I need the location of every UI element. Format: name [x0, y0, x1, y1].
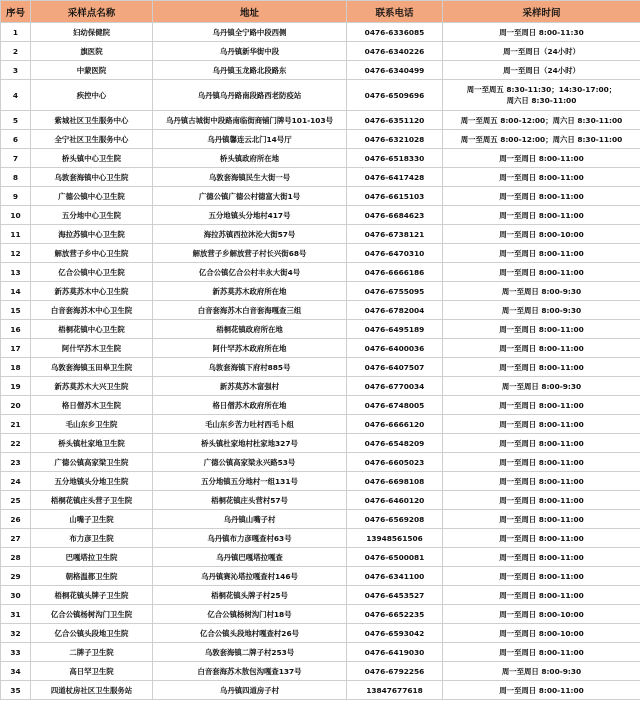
cell-seq: 34	[1, 662, 31, 681]
table-row	[1, 301, 640, 320]
table-row	[1, 263, 640, 282]
cell-seq: 29	[1, 567, 31, 586]
cell-phone: 0476-6336085	[347, 23, 443, 42]
cell-time	[443, 80, 640, 111]
cell-site-name: 海拉苏镇中心卫生院	[31, 225, 153, 244]
cell-phone: 0476-6755095	[347, 282, 443, 301]
cell-site-name: 五分地中心卫生院	[31, 206, 153, 225]
cell-address: 新苏莫苏木富强村	[153, 377, 347, 396]
table-row	[1, 434, 640, 453]
cell-seq: 31	[1, 605, 31, 624]
table-row	[1, 624, 640, 643]
table-row	[1, 358, 640, 377]
table-row	[1, 111, 640, 130]
cell-phone: 0476-6738121	[347, 225, 443, 244]
table-row	[1, 130, 640, 149]
cell-address: 乌丹镇玉龙路北段路东	[153, 61, 347, 80]
cell-time: 周一至周日 8:00-11:00	[443, 491, 640, 510]
table-row	[1, 320, 640, 339]
cell-site-name: 桥头镇杜家地卫生院	[31, 434, 153, 453]
cell-seq: 21	[1, 415, 31, 434]
cell-site-name: 梧桐花镇庄头营子卫生院	[31, 491, 153, 510]
cell-time: 周一至周日 8:00-11:00	[443, 529, 640, 548]
cell-site-name: 高日罕卫生院	[31, 662, 153, 681]
cell-address: 广德公镇广德公村德富大街1号	[153, 187, 347, 206]
cell-address: 乌丹镇新华街中段	[153, 42, 347, 61]
cell-site-name: 阿什罕苏木卫生院	[31, 339, 153, 358]
cell-seq: 10	[1, 206, 31, 225]
cell-phone: 0476-6748005	[347, 396, 443, 415]
cell-seq: 14	[1, 282, 31, 301]
cell-seq: 6	[1, 130, 31, 149]
table-row	[1, 662, 640, 681]
cell-address: 桥头镇政府所在地	[153, 149, 347, 168]
cell-seq: 15	[1, 301, 31, 320]
header-time: 采样时间	[443, 1, 640, 23]
table-row	[1, 377, 640, 396]
header-row	[1, 1, 640, 23]
time-line: 周六日 8:30-11:00	[506, 96, 577, 105]
cell-address: 梧桐花镇政府所在地	[153, 320, 347, 339]
cell-address: 乌丹镇古城街中段路南临街商铺门牌号101-103号	[153, 111, 347, 130]
cell-phone: 0476-6569208	[347, 510, 443, 529]
cell-phone: 0476-6500081	[347, 548, 443, 567]
cell-site-name: 新苏莫苏木中心卫生院	[31, 282, 153, 301]
table-row	[1, 61, 640, 80]
cell-site-name: 旗医院	[31, 42, 153, 61]
cell-time: 周一至周日（24小时）	[443, 42, 640, 61]
cell-phone: 0476-6652235	[347, 605, 443, 624]
header-seq: 序号	[1, 1, 31, 23]
table-row	[1, 586, 640, 605]
cell-phone: 0476-6698108	[347, 472, 443, 491]
cell-seq: 12	[1, 244, 31, 263]
cell-phone: 0476-6453527	[347, 586, 443, 605]
cell-phone: 0476-6460120	[347, 491, 443, 510]
cell-address: 乌敦套海镇下府村885号	[153, 358, 347, 377]
cell-phone: 0476-6351120	[347, 111, 443, 130]
cell-site-name: 四道杖房社区卫生服务站	[31, 681, 153, 700]
cell-seq: 22	[1, 434, 31, 453]
cell-site-name: 乌敦套海镇玉田皋卫生院	[31, 358, 153, 377]
table-row	[1, 168, 640, 187]
table-row	[1, 23, 640, 42]
cell-time: 周一至周日 8:00-11:00	[443, 681, 640, 700]
table-row	[1, 681, 640, 700]
cell-site-name: 疾控中心	[31, 80, 153, 111]
cell-time: 周一至周日 8:00-11:00	[443, 149, 640, 168]
cell-seq: 25	[1, 491, 31, 510]
cell-time: 周一至周日 8:00-11:00	[443, 168, 640, 187]
cell-address: 新苏莫苏木政府所在地	[153, 282, 347, 301]
cell-site-name: 五分地镇头分地卫生院	[31, 472, 153, 491]
cell-address: 五分地镇五分地村一组131号	[153, 472, 347, 491]
cell-time: 周一至周日 8:00-11:00	[443, 339, 640, 358]
table-row	[1, 510, 640, 529]
table-row	[1, 396, 640, 415]
cell-phone: 13847677618	[347, 681, 443, 700]
time-line: 周一至周五 8:30-11:30；14:30-17:00；	[466, 85, 617, 94]
cell-time: 周一至周日 8:00-10:00	[443, 605, 640, 624]
cell-time: 周一至周日 8:00-9:30	[443, 662, 640, 681]
table-row	[1, 187, 640, 206]
table-row	[1, 149, 640, 168]
cell-site-name: 广德公镇高家梁卫生院	[31, 453, 153, 472]
cell-time: 周一至周日 8:00-9:30	[443, 377, 640, 396]
cell-time: 周一至周日 8:00-11:00	[443, 586, 640, 605]
cell-site-name: 亿合公镇头段地卫生院	[31, 624, 153, 643]
table-row	[1, 605, 640, 624]
cell-site-name: 新苏莫苏木大兴卫生院	[31, 377, 153, 396]
cell-time: 周一至周日 8:00-9:30	[443, 301, 640, 320]
cell-seq: 9	[1, 187, 31, 206]
cell-seq: 3	[1, 61, 31, 80]
cell-time: 周一至周日 8:00-11:00	[443, 358, 640, 377]
cell-time: 周一至周日 8:00-11:00	[443, 396, 640, 415]
table-row	[1, 491, 640, 510]
cell-address: 乌丹镇巴嘎塔拉嘎查	[153, 548, 347, 567]
cell-site-name: 解放营子乡中心卫生院	[31, 244, 153, 263]
cell-time: 周一至周日（24小时）	[443, 61, 640, 80]
cell-site-name: 妇幼保健院	[31, 23, 153, 42]
cell-address: 乌丹镇四道房子村	[153, 681, 347, 700]
cell-site-name: 白音套海苏木中心卫生院	[31, 301, 153, 320]
cell-phone: 0476-6666186	[347, 263, 443, 282]
cell-seq: 26	[1, 510, 31, 529]
cell-seq: 18	[1, 358, 31, 377]
cell-site-name: 桥头镇中心卫生院	[31, 149, 153, 168]
cell-site-name: 巴嘎塔拉卫生院	[31, 548, 153, 567]
cell-seq: 16	[1, 320, 31, 339]
cell-time: 周一至周五 8:00-12:00；周六日 8:30-11:00	[443, 130, 640, 149]
cell-site-name: 全宁社区卫生服务中心	[31, 130, 153, 149]
table-row	[1, 80, 640, 111]
cell-time: 周一至周日 8:00-11:00	[443, 187, 640, 206]
cell-site-name: 广德公镇中心卫生院	[31, 187, 153, 206]
cell-site-name: 布力彦卫生院	[31, 529, 153, 548]
cell-site-name: 毛山东乡卫生院	[31, 415, 153, 434]
table-row	[1, 529, 640, 548]
cell-address: 桥头镇杜家地村杜家地327号	[153, 434, 347, 453]
cell-time: 周一至周五 8:00-12:00；周六日 8:30-11:00	[443, 111, 640, 130]
cell-time: 周一至周日 8:00-10:00	[443, 225, 640, 244]
cell-time: 周一至周日 8:00-11:00	[443, 510, 640, 529]
cell-site-name: 二牌子卫生院	[31, 643, 153, 662]
cell-phone: 0476-6684623	[347, 206, 443, 225]
cell-seq: 5	[1, 111, 31, 130]
table-row	[1, 42, 640, 61]
cell-phone: 0476-6593042	[347, 624, 443, 643]
cell-seq: 17	[1, 339, 31, 358]
cell-site-name: 中蒙医院	[31, 61, 153, 80]
cell-address: 乌丹镇布力彦嘎查村63号	[153, 529, 347, 548]
cell-address: 五分地镇头分地村417号	[153, 206, 347, 225]
cell-address: 亿合公镇亿合公村丰永大街4号	[153, 263, 347, 282]
cell-phone: 0476-6417428	[347, 168, 443, 187]
cell-seq: 27	[1, 529, 31, 548]
cell-site-name: 紫城社区卫生服务中心	[31, 111, 153, 130]
cell-site-name: 山嘴子卫生院	[31, 510, 153, 529]
cell-phone: 0476-6782004	[347, 301, 443, 320]
cell-time: 周一至周日 8:00-11:00	[443, 434, 640, 453]
cell-address: 梧桐花镇庄头营村57号	[153, 491, 347, 510]
cell-seq: 32	[1, 624, 31, 643]
cell-phone: 0476-6615103	[347, 187, 443, 206]
cell-seq: 1	[1, 23, 31, 42]
table-body	[1, 23, 640, 700]
cell-phone: 0476-6340499	[347, 61, 443, 80]
cell-seq: 20	[1, 396, 31, 415]
cell-seq: 7	[1, 149, 31, 168]
cell-seq: 4	[1, 80, 31, 111]
cell-address: 乌敦套海镇民生大街一号	[153, 168, 347, 187]
cell-phone: 0476-6419030	[347, 643, 443, 662]
cell-time: 周一至周日 8:00-9:30	[443, 282, 640, 301]
cell-address: 乌丹镇乌丹路南段路西老防疫站	[153, 80, 347, 111]
cell-site-name: 乌敦套海镇中心卫生院	[31, 168, 153, 187]
header-phone: 联系电话	[347, 1, 443, 23]
cell-time: 周一至周日 8:00-11:00	[443, 263, 640, 282]
table-row	[1, 339, 640, 358]
cell-phone: 0476-6400036	[347, 339, 443, 358]
cell-time: 周一至周日 8:00-11:00	[443, 320, 640, 339]
cell-phone: 0476-6341100	[347, 567, 443, 586]
cell-address: 乌丹镇赛沁塔拉嘎查村146号	[153, 567, 347, 586]
table-row	[1, 206, 640, 225]
cell-time: 周一至周日 8:00-11:00	[443, 643, 640, 662]
cell-site-name: 格日僧苏木卫生院	[31, 396, 153, 415]
cell-seq: 11	[1, 225, 31, 244]
table-row	[1, 225, 640, 244]
cell-time: 周一至周日 8:00-11:00	[443, 415, 640, 434]
cell-phone: 0476-6792256	[347, 662, 443, 681]
cell-address: 格日僧苏木政府所在地	[153, 396, 347, 415]
cell-site-name: 朝格温都卫生院	[31, 567, 153, 586]
table-row	[1, 472, 640, 491]
cell-address: 乌敦套海镇二牌子村253号	[153, 643, 347, 662]
table-row	[1, 244, 640, 263]
cell-address: 乌丹镇山嘴子村	[153, 510, 347, 529]
table-row	[1, 282, 640, 301]
cell-seq: 2	[1, 42, 31, 61]
cell-seq: 13	[1, 263, 31, 282]
cell-address: 亿合公镇杨树沟门村18号	[153, 605, 347, 624]
cell-time: 周一至周日 8:00-11:00	[443, 206, 640, 225]
cell-time: 周一至周日 8:00-10:00	[443, 624, 640, 643]
cell-phone: 0476-6470310	[347, 244, 443, 263]
header-address: 地址	[153, 1, 347, 23]
cell-address: 阿什罕苏木政府所在地	[153, 339, 347, 358]
cell-address: 乌丹镇馨连云北门14号厅	[153, 130, 347, 149]
cell-seq: 33	[1, 643, 31, 662]
header-name: 采样点名称	[31, 1, 153, 23]
cell-time: 周一至周日 8:00-11:00	[443, 453, 640, 472]
cell-phone: 0476-6605023	[347, 453, 443, 472]
cell-seq: 19	[1, 377, 31, 396]
cell-seq: 35	[1, 681, 31, 700]
cell-address: 亿合公镇头段地村嘎查村26号	[153, 624, 347, 643]
cell-seq: 30	[1, 586, 31, 605]
cell-address: 白音套海苏木敖包沟嘎查137号	[153, 662, 347, 681]
cell-phone: 13948561506	[347, 529, 443, 548]
cell-phone: 0476-6548209	[347, 434, 443, 453]
cell-address: 海拉苏镇西拉沐沦大街57号	[153, 225, 347, 244]
cell-phone: 0476-6666120	[347, 415, 443, 434]
cell-address: 毛山东乡苦力吐村西毛卜组	[153, 415, 347, 434]
table-row	[1, 643, 640, 662]
cell-address: 广德公镇高家梁永兴路53号	[153, 453, 347, 472]
cell-address: 乌丹镇全宁路中段西侧	[153, 23, 347, 42]
cell-phone: 0476-6770034	[347, 377, 443, 396]
table-row	[1, 567, 640, 586]
cell-seq: 23	[1, 453, 31, 472]
cell-seq: 24	[1, 472, 31, 491]
cell-seq: 8	[1, 168, 31, 187]
cell-site-name: 梧桐花镇中心卫生院	[31, 320, 153, 339]
cell-address: 解放营子乡解放营子村长兴街68号	[153, 244, 347, 263]
cell-site-name: 亿合公镇杨树沟门卫生院	[31, 605, 153, 624]
cell-site-name: 亿合公镇中心卫生院	[31, 263, 153, 282]
cell-site-name: 梧桐花镇头牌子卫生院	[31, 586, 153, 605]
cell-time: 周一至周日 8:00-11:00	[443, 472, 640, 491]
cell-phone: 0476-6321028	[347, 130, 443, 149]
cell-time: 周一至周日 8:00-11:30	[443, 23, 640, 42]
cell-address: 白音套海苏木白音套海嘎查三组	[153, 301, 347, 320]
cell-address: 梧桐花镇头牌子村25号	[153, 586, 347, 605]
table-row	[1, 453, 640, 472]
cell-time: 周一至周日 8:00-11:00	[443, 567, 640, 586]
cell-phone: 0476-6340226	[347, 42, 443, 61]
table-row	[1, 548, 640, 567]
table-row	[1, 415, 640, 434]
cell-seq: 28	[1, 548, 31, 567]
cell-phone: 0476-6495189	[347, 320, 443, 339]
cell-phone: 0476-6509696	[347, 80, 443, 111]
cell-time: 周一至周日 8:00-11:00	[443, 244, 640, 263]
cell-phone: 0476-6518330	[347, 149, 443, 168]
cell-phone: 0476-6407507	[347, 358, 443, 377]
cell-time: 周一至周日 8:00-11:00	[443, 548, 640, 567]
